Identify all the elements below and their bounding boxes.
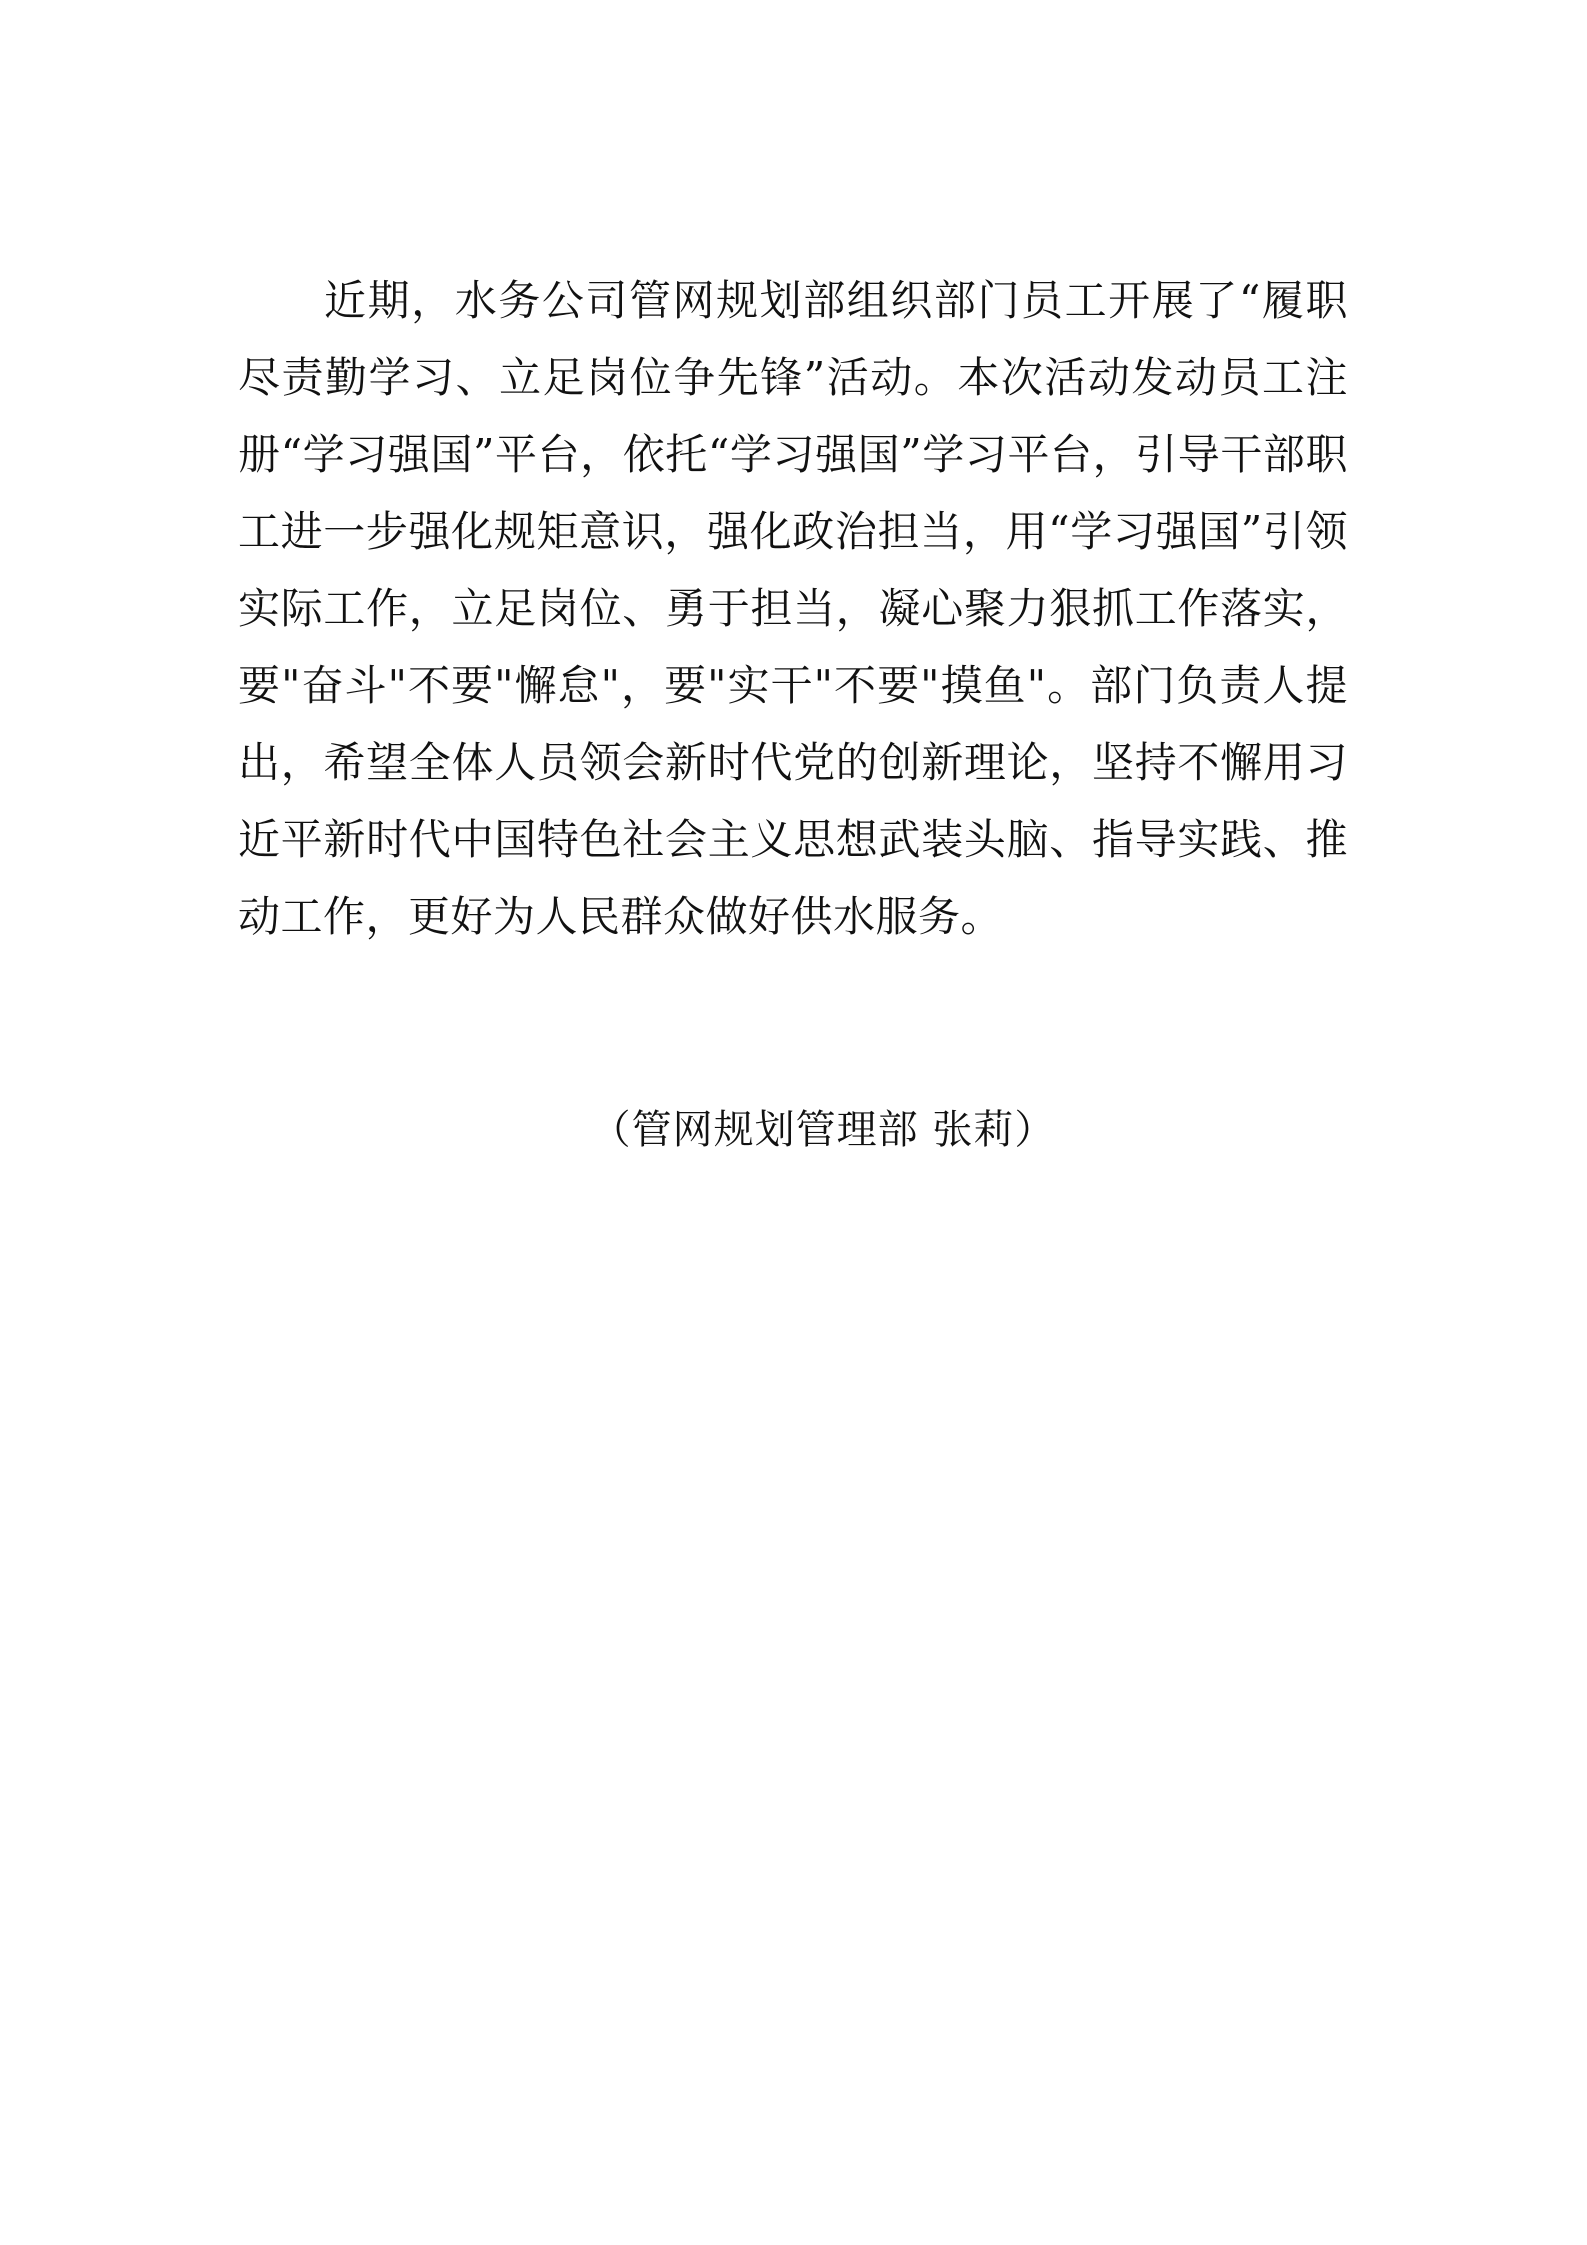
signature-line: （管网规划管理部 张莉） bbox=[590, 1107, 1056, 1153]
document-body bbox=[238, 262, 1348, 955]
signature-block bbox=[238, 1100, 1348, 1160]
body-paragraph: 近期，水务公司管网规划部组织部门员工开展了“履职尽责勤学习、立足岗位争先锋”活动。本次活动发动员工注册“学习强国”平台，依托“学习强国”学习平台，引导干部职工进一步强化规矩意识，强化政治担当，用“学习强国”引领实际工作，立足岗位、勇于担当，凝心聚力狠抓工作落实，要"奋斗"不要"懈怠"，要"实干"不要"摸鱼"。部门负责人提出，希望全体人员领会新时代党的创新理论，坚持不懈用习近平新时代中国特色社会主义思想武装头脑、指导实践、推动工作，更好为人民群众做好供水服务。 bbox=[238, 276, 1348, 941]
